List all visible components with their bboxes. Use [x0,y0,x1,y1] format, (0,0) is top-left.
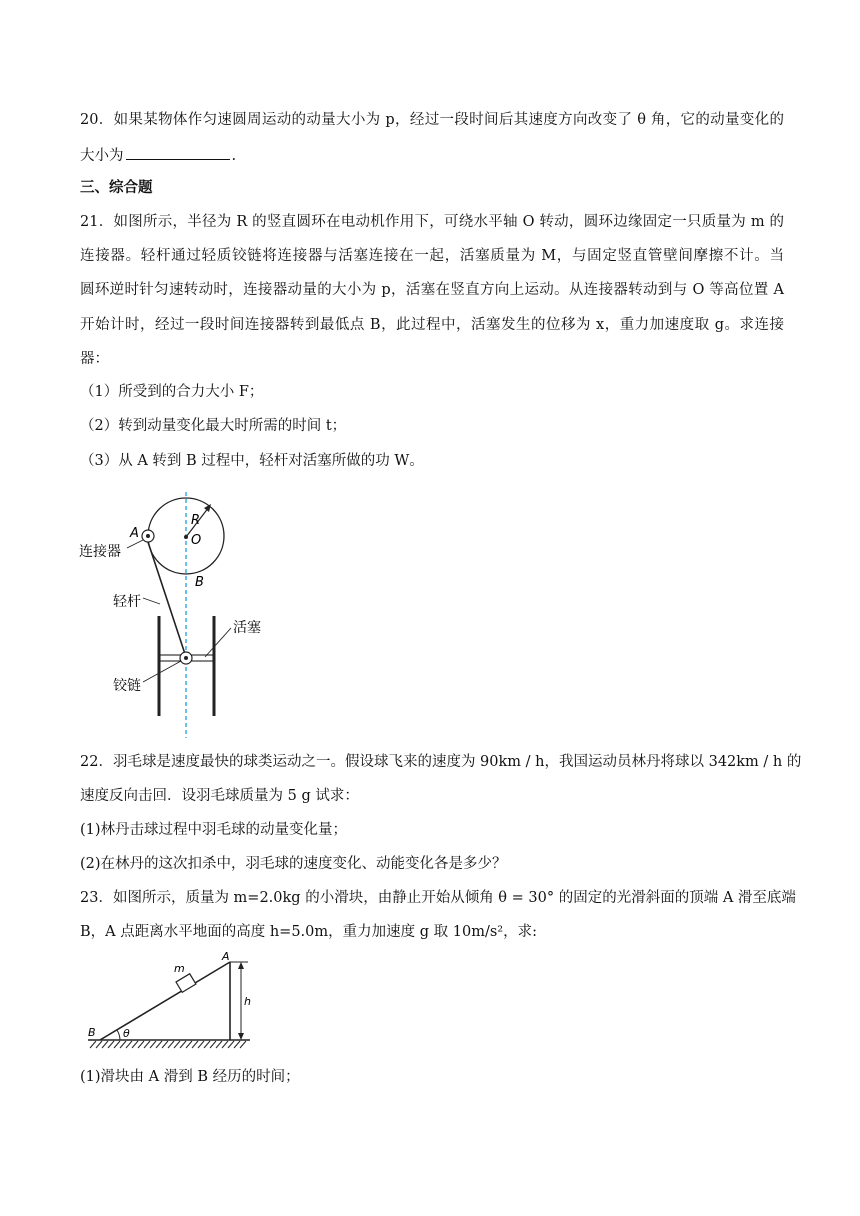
q22-line1: 22．羽毛球是速度最快的球类运动之一。假设球飞来的速度为 90km / h，我国运动员林丹将球以 342km / h 的 [80,754,802,770]
q21-line1: 21．如图所示，半径为 R 的竖直圆环在电动机作用下，可绕水平轴 O 转动，圆环边缘固定一只质量为 m 的 [80,214,784,230]
leader-hinge [143,661,181,682]
height-arrowhead-bottom [238,1033,244,1040]
q21-sub2: （2）转到动量变化最大时所需的时间 t； [80,418,347,434]
angle-arc [117,1030,120,1040]
q22-line2: 速度反向击回．设羽毛球质量为 5 g 试求： [80,788,359,804]
fig23-label-b: B [88,1026,96,1039]
q21-line2: 连接器。轻杆通过轻质铰链将连接器与活塞连接在一起，活塞质量为 M，与固定竖直管壁间摩擦不计。当 [80,248,784,264]
fig23-label-theta: θ [123,1027,130,1040]
connector-dot [146,534,150,538]
fig21-label-o: O [191,533,202,548]
q23-line1: 23．如图所示，质量为 m=2.0kg 的小滑块，由静止开始从倾角 θ = 30° 的固定的光滑斜面的顶端 A 滑至底端 [80,890,796,906]
q20-line1: 20．如果某物体作匀速圆周运动的动量大小为 p，经过一段时间后其速度方向改变了 θ 角，它的动量变化的 [80,112,784,128]
q22-sub2: (2)在林丹的这次扣杀中，羽毛球的速度变化、动能变化各是多少？ [80,856,507,872]
q23-sub1: (1)滑块由 A 滑到 B 经历的时间； [80,1069,300,1085]
fig21-label-piston: 活塞 [233,620,261,636]
q20-line2 [80,145,784,166]
q23-figure [84,950,256,1052]
q21-sub1: （1）所受到的合力大小 F； [80,384,264,400]
leader-rod [143,598,160,604]
leader-piston [205,628,231,657]
q21-line3: 圆环逆时针匀速转动时，连接器动量的大小为 p，活塞在竖直方向上运动。从连接器转动到与 O 等高位置 A [80,282,784,298]
fig23-label-a: A [222,950,230,963]
block-rect [176,974,196,993]
q22-sub1: (1)林丹击球过程中羽毛球的动量变化量； [80,822,348,838]
q21-figure [75,492,285,740]
q20-line2-suffix: . [231,148,237,164]
section-title: 三、综合题 [80,179,153,196]
q21-line5: 器： [80,351,109,367]
fig21-label-hinge: 铰链 [113,678,141,694]
leader-connector [127,540,143,548]
height-arrowhead-top [238,962,244,969]
fig21-label-a: A [130,526,139,541]
q23-line2: B，A 点距离水平地面的高度 h=5.0m，重力加速度 g 取 10m/s²，求: [80,924,537,940]
fig21-label-r: R [191,513,201,528]
fig21-label-connector: 连接器 [79,544,121,560]
hinge-dot [184,656,188,660]
ground-hatching [90,1041,246,1048]
rod-line [148,542,185,654]
incline-line [100,962,230,1040]
q21-line4: 开始计时，经过一段时间连接器转到最低点 B，此过程中，活塞发生的位移为 x，重力加速度取 g。求连接 [80,317,784,333]
fig23-label-h: h [244,995,251,1008]
fig21-label-b: B [195,575,204,590]
q20-line2-prefix: 大小为 [80,148,124,164]
answer-blank [126,145,230,160]
fig21-label-rod: 轻杆 [113,594,141,610]
q21-sub3: （3）从 A 转到 B 过程中，轻杆对活塞所做的功 W。 [80,453,424,469]
fig23-label-m: m [174,962,185,975]
